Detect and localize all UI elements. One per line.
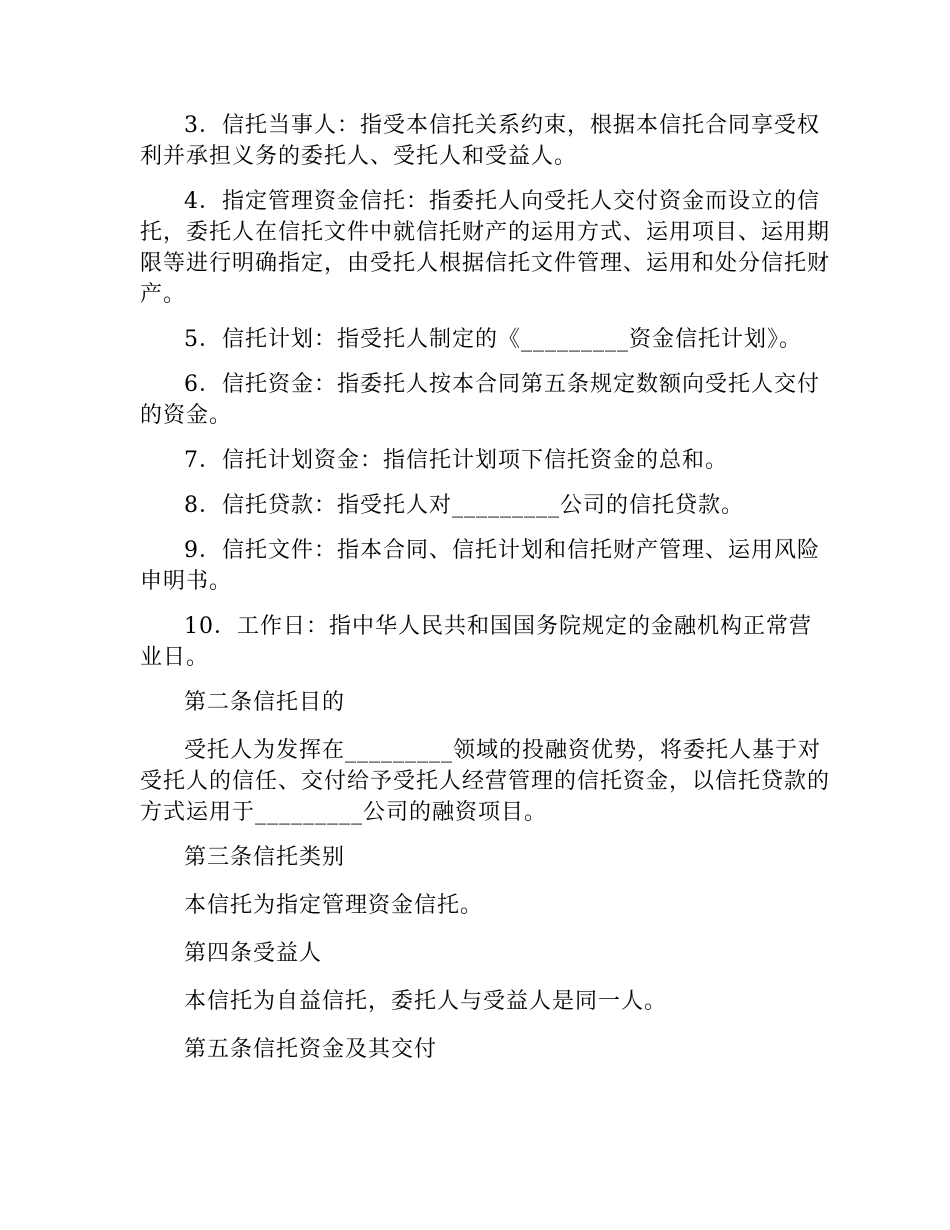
definition-7-paragraph: 7．信托计划资金：指信托计划项下信托资金的总和。 xyxy=(184,448,728,473)
definition-10-paragraph: 10．工作日：指中华人民共和国国务院规定的金融机构正常营业日。 xyxy=(140,614,812,670)
definition-8-paragraph: 8．信托贷款：指受托人对_________公司的信托贷款。 xyxy=(184,493,744,518)
article-5-heading: 第五条信托资金及其交付 xyxy=(184,1037,438,1062)
article-3-body: 本信托为指定管理资金信托。 xyxy=(184,893,484,918)
article-2-body: 受托人为发挥在_________领域的投融资优势，将委托人基于对受托人的信任、交付给予受托人经营管理的信托资金，以信托贷款的方式运用于_________公司的融资项目。 xyxy=(140,738,831,825)
definition-6-paragraph: 6．信托资金：指委托人按本合同第五条规定数额向受托人交付的资金。 xyxy=(140,372,820,428)
definition-5-paragraph: 5．信托计划：指受托人制定的《_________资金信托计划》。 xyxy=(184,327,802,352)
article-4-heading: 第四条受益人 xyxy=(184,941,323,966)
article-2-heading: 第二条信托目的 xyxy=(184,690,346,715)
document-body xyxy=(140,110,830,1082)
definition-4-paragraph: 4．指定管理资金信托：指委托人向受托人交付资金而设立的信托，委托人在信托文件中就信托财产的运用方式、运用项目、运用期限等进行明确指定，由受托人根据信托文件管理、运用和处分信托财产。 xyxy=(140,189,831,307)
definition-9-paragraph: 9．信托文件：指本合同、信托计划和信托财产管理、运用风险申明书。 xyxy=(140,538,820,594)
article-4-body: 本信托为自益信托，委托人与受益人是同一人。 xyxy=(184,989,668,1014)
article-3-heading: 第三条信托类别 xyxy=(184,845,346,870)
definition-3-paragraph: 3．信托当事人：指受本信托关系约束，根据本信托合同享受权利并承担义务的委托人、受托人和受益人。 xyxy=(140,113,820,169)
